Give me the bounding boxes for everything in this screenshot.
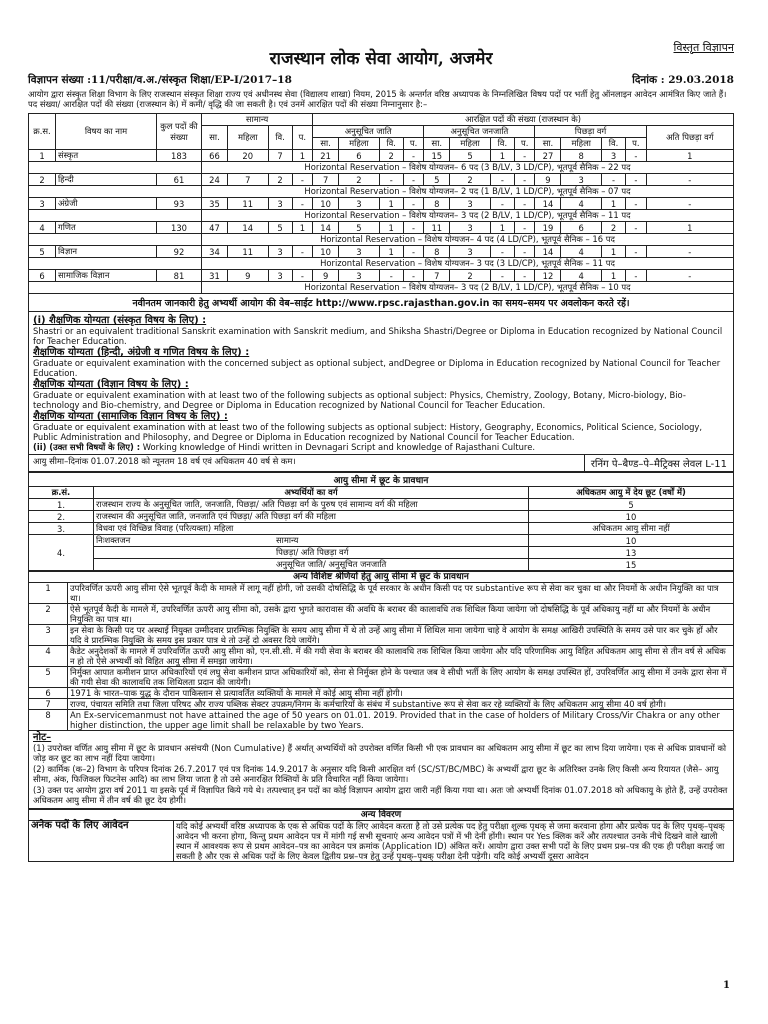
vacancy-cell: 4 xyxy=(29,222,56,234)
col-st: अनुसूचित जनजाति xyxy=(424,126,535,138)
col-gen-pt: प. xyxy=(292,126,313,150)
col-obc-women: महिला xyxy=(561,138,602,150)
relax-text: निर्मुक्त आपात कमीशन प्राप्त अधिकारियों एवं लघु सेवा कमीशन प्राप्त अधिकारियों को, सेना से निर्मुक्त होने के पश्चात जब वे सीधी भर्ती के लिए आयोग के समक्ष उपस्थित हों, उपरिवर्णित आयु सीमा में उनके द्वारा सेना में की गयी सेवा की कालावधि तक शिथिलता प्रदान की जायेगी। xyxy=(68,667,734,688)
vacancy-cell: 4 xyxy=(561,198,602,210)
vacancy-cell: 7 xyxy=(313,174,339,186)
col-reserved: आरक्षित पदों की संख्या (राजस्थान के) xyxy=(313,114,734,126)
vacancy-cell: 7 xyxy=(268,150,292,162)
adv-meta-row xyxy=(28,73,734,87)
vacancy-cell: - xyxy=(292,270,313,282)
vacancy-cell: - xyxy=(514,198,535,210)
age-pwd-sub: सामान्य xyxy=(276,535,299,545)
horizontal-reservation-text: Horizontal Reservation – विशेष योग्यजन– 2 पद (1 B/LV, 1 LD/CP), भूतपूर्व सैनिक – 07 पद xyxy=(202,186,734,198)
age-pwd-row xyxy=(29,535,734,547)
vacancy-cell: 11 xyxy=(227,198,268,210)
vacancy-cell: 5 xyxy=(424,174,450,186)
relax-text: राज्य, पंचायत समिति तथा जिला परिषद और राज्य पब्लिक सेक्टर उपक्रम/निगम के कर्मचारियों के संबंध में substantive रूप से सेवा कर रहे व्यक्तियों के लिए अधिकतम आयु सीमा 40 वर्ष होगी। xyxy=(68,699,734,710)
note-item: (2) कार्मिक (क–2) विभाग के परिपत्र दिनांक 26.7.2017 एवं पत्र दिनांक 14.9.2017 के अनुसार यदि किसी आरक्षित वर्ग (SC/ST/BC/MBC) के अभ्यर्थी द्वारा छूट के अतिरिक्त उनके लिए किसी अन्य रियायत (जैसे– आयु सीमा, अंक, फिजिकल फिटनेस आदि) का लाभ लिया जाता है तो उसे अनारक्षित रिक्तियों के प्रति विचारित नहीं किया जायेगा। xyxy=(33,764,719,784)
vacancy-cell: 8 xyxy=(424,198,450,210)
vacancy-cell: - xyxy=(490,198,514,210)
vacancy-cell: 8 xyxy=(561,150,602,162)
vacancy-cell: सामाजिक विज्ञान xyxy=(56,270,157,282)
pay-scale-text: रनिंग पे–बैण्ड–पे–मैट्रिक्स लेवल L-11 xyxy=(584,455,733,471)
hres-spacer xyxy=(29,234,202,246)
horizontal-reservation-row xyxy=(29,186,734,198)
page-number: 1 xyxy=(723,980,730,991)
vacancy-cell: 31 xyxy=(202,270,228,282)
vacancy-cell: 1 xyxy=(379,222,403,234)
col-st-wd: वि. xyxy=(490,138,514,150)
relax-text: कैडेट अनुदेशकों के मामले में उपरिवर्णित ऊपरी आयु सीमा को, एन.सी.सी. में की गयी सेवा के बराबर की कालावधि तक शिथिल किया जायेगा और यदि परिणामिक आयु विहित अधिकतम आयु सीमा से तीन वर्ष से अधिक न हो तो ऐसे अभ्यर्थी को विहित आयु सीमा में समझा जायेगा। xyxy=(68,646,734,667)
vacancy-cell: 15 xyxy=(424,150,450,162)
note-item: (1) उपरोक्त वर्णित आयु सीमा में छूट के प्रावधान असंचयी (Non Cumulative) हैं अर्थात् अभ्यर्थियों को उपरोक्त वर्णित किसी भी एक प्रावधान का अधिकतम आयु सीमा में छूट का लाभ दिया जायेगा। एक से अधिक प्रावधानों को जोड़ कर छूट का लाभ नहीं दिया जायेगा। xyxy=(33,743,727,763)
vacancy-cell: 3 xyxy=(450,198,491,210)
note-item: (3) उक्त पद आयोग द्वारा वर्ष 2011 या इसके पूर्व में विज्ञापित किये गये थे। तत्पश्चात् इन पदों का कोई विज्ञापन आयोग द्वारा जारी नहीं किया गया था। अतः जो अभ्यर्थी दिनांक 01.07.2018 को अधिकायु के होते हैं, उन्हें उपरोक्त अधिकतम आयु सीमा में तीन वर्ष की छूट देय होगी। xyxy=(33,785,728,805)
vacancy-row xyxy=(29,150,734,162)
vacancy-cell: 1 xyxy=(29,150,56,162)
col-mbc: अति पिछड़ा वर्ग xyxy=(646,126,733,150)
vacancy-table xyxy=(28,113,734,312)
relax-num: 8 xyxy=(29,710,68,731)
vacancy-cell: 14 xyxy=(535,198,561,210)
age-cell-cat: राजस्थान की अनुसूचित जाति, जनजाति एवं पिछड़ा/ अति पिछड़ा वर्ग की महिला xyxy=(94,511,529,523)
vacancy-cell: 9 xyxy=(313,270,339,282)
vacancy-cell: - xyxy=(514,174,535,186)
vacancy-cell: 183 xyxy=(157,150,202,162)
col-sc-wd: वि. xyxy=(379,138,403,150)
vacancy-cell: 1 xyxy=(602,198,626,210)
age-cell-cat: राजस्थान राज्य के अनुसूचित जाति, जनजाति, पिछड़ा/ अति पिछड़ा वर्ग के पुरुष एवं सामान्य वर्ग की महिला xyxy=(94,499,529,511)
vacancy-cell: 3 xyxy=(450,222,491,234)
vacancy-table-body xyxy=(29,150,734,294)
education-section xyxy=(28,312,734,455)
vacancy-cell: 7 xyxy=(424,270,450,282)
vacancy-cell: 6 xyxy=(561,222,602,234)
vacancy-cell: 130 xyxy=(157,222,202,234)
vacancy-cell: 3 xyxy=(339,246,380,258)
col-obc-sa: सा. xyxy=(535,138,561,150)
hres-spacer xyxy=(29,186,202,198)
vacancy-cell: - xyxy=(626,246,647,258)
age-col-category: अभ्यर्थियों का वर्ग xyxy=(94,487,529,499)
vacancy-cell: - xyxy=(292,198,313,210)
vacancy-cell: 27 xyxy=(535,150,561,162)
vacancy-cell: - xyxy=(646,198,733,210)
vacancy-cell: अंग्रेजी xyxy=(56,198,157,210)
hres-spacer xyxy=(29,162,202,174)
other-relax-heading: अन्य विशिष्ट श्रेणियों हेतु आयु सीमा में छूट के प्रावधान xyxy=(29,572,734,583)
age-limit-text: आयु सीमा–दिनांक 01.07.2018 को न्यूनतम 18 वर्ष एवं अधिकतम 40 वर्ष से कम। xyxy=(33,456,296,466)
age-pwd-sno: 4. xyxy=(29,535,94,571)
age-relaxation-table xyxy=(28,472,734,571)
relax-row xyxy=(29,710,734,731)
relax-text: इन सेवा के किसी पद पर अस्थाई नियुक्त उम्मीदवार प्रारम्भिक नियुक्ति के समय आयु सीमा में थे तो उन्हें आयु सीमा में शिथिल माना जायेगा चाहे वे आयोग के समक्ष आखिरी उपस्थिति के समय उसे पार कर चुके हों और यदि वे प्रारम्भिक नियुक्ति के समय इस प्रकार पात्र थे तो उन्हें दो अवसर दिये जायेंगे। xyxy=(68,625,734,646)
vacancy-cell: - xyxy=(403,222,424,234)
vacancy-cell: 3 xyxy=(268,198,292,210)
vacancy-cell: 11 xyxy=(227,246,268,258)
vacancy-cell: 7 xyxy=(227,174,268,186)
vacancy-cell: 2 xyxy=(450,270,491,282)
age-cell-sno: 2. xyxy=(29,511,94,523)
relax-row xyxy=(29,604,734,625)
vacancy-cell: - xyxy=(514,150,535,162)
vacancy-cell: 10 xyxy=(313,198,339,210)
relax-text: An Ex-servicemanmust not have attained the age of 50 years on 01.01. 2019. Provided that in the case of holders of Military Cross/Vir Chakra or any other higher distinction, the upper age limit shall be relaxable by two Years. xyxy=(68,710,734,731)
vacancy-cell: 10 xyxy=(313,246,339,258)
relax-row xyxy=(29,646,734,667)
vacancy-cell: 6 xyxy=(29,270,56,282)
vacancy-row xyxy=(29,246,734,258)
age-cell-sno: 3. xyxy=(29,523,94,535)
vacancy-cell: 3 xyxy=(268,270,292,282)
vacancy-cell: 9 xyxy=(227,270,268,282)
col-st-sa: सा. xyxy=(424,138,450,150)
age-cell-val: 5 xyxy=(529,499,734,511)
vacancy-cell: 92 xyxy=(157,246,202,258)
vacancy-cell: 1 xyxy=(646,150,733,162)
vacancy-row xyxy=(29,174,734,186)
vacancy-cell: 21 xyxy=(313,150,339,162)
multi-post-text: यदि कोई अभ्यर्थी वरिष्ठ अध्यापक के एक से अधिक पदों के लिए आवेदन करता है तो उसे प्रत्येक पद हेतु परीक्षा शुल्क पृथक् से जमा करवाना होगा और प्रत्येक पद के लिए पृथक्–पृथक् आवेदन भी करना होगा, किन्तु प्रथम आवेदन पत्र में मांगी गई सभी सूचनाएं अन्य आवेदन पत्रों में भी देनी होंगी। स्थान पर Yes क्लिक करें और तत्पश्चात उनके नीचे दिखने वाले खाली स्थान में आवश्यक रूप से प्रथम आवेदन–पत्र का आवेदन पत्र क्रमांक (Application ID) अंकित करें। आयोग द्वारा उक्त सभी पदों के लिए प्रथम प्रश्न–पत्र की एक ही परीक्षा कराई जा सकती है और एक से अधिक पदों के लिए केवल द्वितीय प्रश्न–पत्र हेतु उन्हें पृथक्–पृथक् परीक्षा देनी पड़ेगी। यदि कोई अभ्यर्थी दूसरा आवेदन xyxy=(174,821,734,862)
age-cell-val: अधिकतम आयु सीमा नहीं xyxy=(529,523,734,535)
vacancy-cell: - xyxy=(626,222,647,234)
vacancy-cell: 5 xyxy=(268,222,292,234)
vacancy-row xyxy=(29,198,734,210)
other-relaxation-table xyxy=(28,571,734,731)
edu-text-all: Working knowledge of Hindi written in Devnagari Script and knowledge of Rajasthani Culture. xyxy=(142,442,536,452)
org-title: राजस्थान लोक सेवा आयोग, अजमेर xyxy=(269,49,493,69)
notes-section xyxy=(28,731,734,809)
horizontal-reservation-text: Horizontal Reservation – विशेष योग्यजन– 3 पद (2 B/LV, 1 LD/CP), भूतपूर्व सैनिक – 11 पद xyxy=(202,210,734,222)
other-details-table xyxy=(28,809,734,862)
col-sno: क्र.स. xyxy=(29,114,56,150)
vacancy-cell: 14 xyxy=(313,222,339,234)
vacancy-cell: 12 xyxy=(535,270,561,282)
age-limit-bar xyxy=(28,455,734,472)
vacancy-cell: 4 xyxy=(561,246,602,258)
vacancy-cell: 93 xyxy=(157,198,202,210)
col-st-pt: प. xyxy=(514,138,535,150)
edu-heading-science: शैक्षणिक योग्यता (विज्ञान विषय के लिए) : xyxy=(33,379,189,390)
col-sc: अनुसूचित जाति xyxy=(313,126,424,138)
age-pwd-val: 10 xyxy=(529,535,734,547)
age-pwd-category xyxy=(94,547,529,559)
vacancy-cell: - xyxy=(514,222,535,234)
vacancy-cell: 1 xyxy=(490,150,514,162)
vacancy-cell: - xyxy=(626,198,647,210)
vacancy-cell: 20 xyxy=(227,150,268,162)
age-row xyxy=(29,523,734,535)
age-col-sno: क्र.सं. xyxy=(29,487,94,499)
vacancy-cell: - xyxy=(626,150,647,162)
vacancy-cell: 66 xyxy=(202,150,228,162)
hres-spacer xyxy=(29,210,202,222)
vacancy-cell: - xyxy=(403,198,424,210)
relax-num: 7 xyxy=(29,699,68,710)
vacancy-cell: 1 xyxy=(379,246,403,258)
vacancy-cell: - xyxy=(490,270,514,282)
relax-text: ऐसे भूतपूर्व कैदी के मामले में, उपरिवर्णित ऊपरी आयु सीमा को, उसके द्वारा भुगते कारावास की अवधि के बराबर की कालावधि तक शिथिल किया जायेगा जो दोषसिद्धि के पूर्व अधिकायु नहीं था और नियमों के अधीन नियुक्ति का पात्र था। xyxy=(68,604,734,625)
age-row xyxy=(29,511,734,523)
vacancy-cell: 2 xyxy=(268,174,292,186)
horizontal-reservation-text: Horizontal Reservation – विशेष योग्यजन– 6 पद (3 B/LV, 3 LD/CP), भूतपूर्व सैनिक – 22 पद xyxy=(202,162,734,174)
vacancy-cell: 3 xyxy=(450,246,491,258)
relax-num: 3 xyxy=(29,625,68,646)
vacancy-cell: 11 xyxy=(424,222,450,234)
vacancy-cell: 1 xyxy=(379,198,403,210)
relax-num: 6 xyxy=(29,688,68,699)
vacancy-cell: 2 xyxy=(602,222,626,234)
vacancy-cell: - xyxy=(379,270,403,282)
edu-heading-social: शैक्षणिक योग्यता (सामाजिक विज्ञान विषय के लिए) : xyxy=(33,411,228,422)
vacancy-cell: 3 xyxy=(561,174,602,186)
vacancy-cell: 1 xyxy=(602,270,626,282)
col-obc-pt: प. xyxy=(626,138,647,150)
relax-row xyxy=(29,688,734,699)
relax-row xyxy=(29,699,734,710)
horizontal-reservation-row xyxy=(29,210,734,222)
col-obc-wd: वि. xyxy=(602,138,626,150)
vacancy-cell: 1 xyxy=(292,150,313,162)
edu-text-hindi: Graduate or equivalent examination with the concerned subject as optional subject, andDegree or Diploma in Education recognized by National Council for Teacher Education. xyxy=(33,358,721,378)
age-pwd-val: 13 xyxy=(529,547,734,559)
vacancy-cell: 3 xyxy=(339,198,380,210)
vacancy-cell: 9 xyxy=(535,174,561,186)
vacancy-cell: संस्कृत xyxy=(56,150,157,162)
vacancy-cell: 8 xyxy=(424,246,450,258)
col-gen-sa: सा. xyxy=(202,126,228,150)
age-relax-heading: आयु सीमा में छूट के प्रावधान xyxy=(29,473,734,487)
vacancy-cell: 1 xyxy=(602,246,626,258)
edu-heading-sanskrit: (i) शैक्षणिक योग्यता (संस्कृत विषय के लिए) : xyxy=(33,315,207,326)
col-obc: पिछड़ा वर्ग xyxy=(535,126,646,138)
vacancy-cell: - xyxy=(602,174,626,186)
vacancy-cell: 14 xyxy=(227,222,268,234)
age-col-relax: अधिकतम आयु में देय छूट (वर्षों में) xyxy=(529,487,734,499)
vacancy-cell: 2 xyxy=(339,174,380,186)
vacancy-cell: - xyxy=(646,270,733,282)
adv-number: विज्ञापन संख्या :11/परीक्षा/व.अ./संस्कृत शिक्षा/EP-I/2017–18 xyxy=(28,74,292,86)
vacancy-cell: 6 xyxy=(339,150,380,162)
vacancy-cell: 2 xyxy=(29,174,56,186)
edu-heading-hindi: शैक्षणिक योग्यता (हिन्दी, अंग्रेजी व गणित विषय के लिए) : xyxy=(33,347,250,358)
intro-paragraph: आयोग द्वारा संस्कृत शिक्षा विभाग के लिए राजस्थान संस्कृत शिक्षा राज्य एवं अधीनस्थ सेवा (विद्यालय शाखा) नियम, 2015 के अन्तर्गत वरिष्ठ अध्यापक के निम्नलिखित विषय पदों पर भर्ती हेतु ऑनलाइन आवेदन आमंत्रित किए जाते हैं। पद संख्या/ आरक्षित पदों की संख्या (राजस्थान के) में कमी/ वृद्धि की जा सकती है। एवं उनमें आरक्षित पदों की संख्या निम्नानुसार है:– xyxy=(28,89,727,109)
vacancy-cell: 5 xyxy=(29,246,56,258)
latest-info-notice: नवीनतम जानकारी हेतु अभ्यर्थी आयोग की वेब–साईट http://www.rpsc.rajasthan.gov.in का समय–समय पर अवलोकन करते रहें। xyxy=(29,294,734,312)
col-sc-pt: प. xyxy=(403,138,424,150)
col-sc-sa: सा. xyxy=(313,138,339,150)
vacancy-cell: - xyxy=(490,174,514,186)
edu-heading-all: (ii) (उक्त सभी विषयों के लिए) : xyxy=(33,442,141,452)
other-relax-body xyxy=(29,583,734,731)
vacancy-cell: - xyxy=(292,246,313,258)
relax-num: 1 xyxy=(29,583,68,604)
col-gen-wd: वि. xyxy=(268,126,292,150)
vacancy-cell: 35 xyxy=(202,198,228,210)
vacancy-cell: 24 xyxy=(202,174,228,186)
vacancy-cell: 1 xyxy=(292,222,313,234)
vacancy-cell: - xyxy=(403,270,424,282)
horizontal-reservation-text: Horizontal Reservation – विशेष योग्यजन– 3 पद (2 B/LV, 1 LD/CP), भूतपूर्व सैनिक – 10 पद xyxy=(202,282,734,294)
vacancy-cell: - xyxy=(514,270,535,282)
vacancy-cell: 19 xyxy=(535,222,561,234)
vacancy-cell: 1 xyxy=(646,222,733,234)
age-pwd-category xyxy=(94,559,529,571)
vacancy-cell: - xyxy=(292,174,313,186)
vacancy-cell: 4 xyxy=(561,270,602,282)
age-pwd-row xyxy=(29,559,734,571)
horizontal-reservation-row xyxy=(29,234,734,246)
vacancy-cell: - xyxy=(514,246,535,258)
horizontal-reservation-row xyxy=(29,162,734,174)
age-row xyxy=(29,499,734,511)
vacancy-cell: 2 xyxy=(450,174,491,186)
vacancy-cell: 3 xyxy=(29,198,56,210)
advertisement-type-label: विस्तृत विज्ञापन xyxy=(673,41,734,54)
vacancy-cell: 34 xyxy=(202,246,228,258)
relax-row xyxy=(29,583,734,604)
relax-row xyxy=(29,625,734,646)
adv-date: दिनांक : 29.03.2018 xyxy=(632,74,734,86)
vacancy-cell: - xyxy=(490,246,514,258)
age-table-body xyxy=(29,499,734,571)
horizontal-reservation-text: Horizontal Reservation – विशेष योग्यजन– 4 पद (4 LD/CP), भूतपूर्व सैनिक – 16 पद xyxy=(202,234,734,246)
col-st-women: महिला xyxy=(450,138,491,150)
age-cell-val: 10 xyxy=(529,511,734,523)
col-sc-women: महिला xyxy=(339,138,380,150)
relax-num: 2 xyxy=(29,604,68,625)
vacancy-cell: 1 xyxy=(490,222,514,234)
relax-row xyxy=(29,667,734,688)
multi-post-label: अनेक पदों के लिए आवेदन xyxy=(29,821,174,862)
col-general: सामान्य xyxy=(202,114,313,126)
vacancy-cell: 5 xyxy=(339,222,380,234)
vacancy-cell: 3 xyxy=(339,270,380,282)
relax-num: 4 xyxy=(29,646,68,667)
vacancy-cell: 47 xyxy=(202,222,228,234)
vacancy-cell: - xyxy=(626,174,647,186)
vacancy-cell: - xyxy=(403,150,424,162)
edu-text-science: Graduate or equivalent examination with at least two of the following subjects as optional subject: Physics, Chemistry, Zoology, Botany, Micro-biology, Bio-technology and Bio-chemistry, and Degree or Diploma in Education recognized by National Council for Teacher Education. xyxy=(33,390,686,410)
vacancy-cell: 2 xyxy=(379,150,403,162)
vacancy-cell: - xyxy=(403,174,424,186)
age-pwd-row xyxy=(29,547,734,559)
age-pwd-label: निःशक्तजन xyxy=(96,535,131,545)
vacancy-row xyxy=(29,222,734,234)
document-page xyxy=(28,36,734,862)
vacancy-cell: 3 xyxy=(602,150,626,162)
age-cell-cat: विधवा एवं विच्छिन्न विवाह (परित्यक्ता) महिला xyxy=(94,523,529,535)
vacancy-cell: 81 xyxy=(157,270,202,282)
relax-text: 1971 के भारत–पाक युद्ध के दौरान पाकिस्तान से प्रत्यावर्तित व्यक्तियों के मामले में कोई आयु सीमा नहीं होगी। xyxy=(68,688,734,699)
hres-spacer xyxy=(29,282,202,294)
hres-spacer xyxy=(29,258,202,270)
col-gen-women: महिला xyxy=(227,126,268,150)
vacancy-cell: विज्ञान xyxy=(56,246,157,258)
vacancy-cell: - xyxy=(403,246,424,258)
notes-title: नोट– xyxy=(33,732,52,743)
relax-num: 5 xyxy=(29,667,68,688)
vacancy-cell: 5 xyxy=(450,150,491,162)
other-details-heading: अन्य विवरण xyxy=(29,810,734,821)
horizontal-reservation-row xyxy=(29,258,734,270)
vacancy-cell: 14 xyxy=(535,246,561,258)
vacancy-cell: गणित xyxy=(56,222,157,234)
age-pwd-category xyxy=(94,535,529,547)
vacancy-cell: - xyxy=(626,270,647,282)
vacancy-cell: - xyxy=(379,174,403,186)
vacancy-cell: 61 xyxy=(157,174,202,186)
age-pwd-sub: पिछड़ा/ अति पिछड़ा वर्ग xyxy=(276,547,349,557)
vacancy-row xyxy=(29,270,734,282)
vacancy-cell: 3 xyxy=(268,246,292,258)
vacancy-cell: हिन्दी xyxy=(56,174,157,186)
age-cell-sno: 1. xyxy=(29,499,94,511)
col-subject: विषय का नाम xyxy=(56,114,157,150)
edu-text-social: Graduate or equivalent examination with at least two of the following subjects as optional subject: History, Geography, Economics, Political Science, Sociology, Public Administration and Philosophy, and Degree or Diploma in Education recognized by National Council for Teacher Education. xyxy=(33,422,703,442)
horizontal-reservation-text: Horizontal Reservation – विशेष योग्यजन– 3 पद (3 LD/CP), भूतपूर्व सैनिक – 11 पद xyxy=(202,258,734,270)
col-total: कुल पदों की संख्या xyxy=(157,114,202,150)
age-pwd-val: 15 xyxy=(529,559,734,571)
vacancy-cell: - xyxy=(646,246,733,258)
horizontal-reservation-row xyxy=(29,282,734,294)
vacancy-cell: - xyxy=(646,174,733,186)
age-pwd-sub: अनुसूचित जाति/ अनुसूचित जनजाति xyxy=(276,559,387,569)
edu-text-sanskrit: Shastri or an equivalent traditional Sanskrit examination with Sanskrit medium, and Shiksha Shastri/Degree or Diploma in Education recognized by National Council for Teacher Education. xyxy=(33,326,723,346)
relax-text: उपरिवर्णित ऊपरी आयु सीमा ऐसे भूतपूर्व कैदी के मामले में लागू नहीं होगी, जो उसकी दोषसिद्धि के पूर्व सरकार के अधीन किसी पद पर substantive रूप से सेवा कर चुका था और नियमों के अधीन नियुक्ति का पात्र था। xyxy=(68,583,734,604)
